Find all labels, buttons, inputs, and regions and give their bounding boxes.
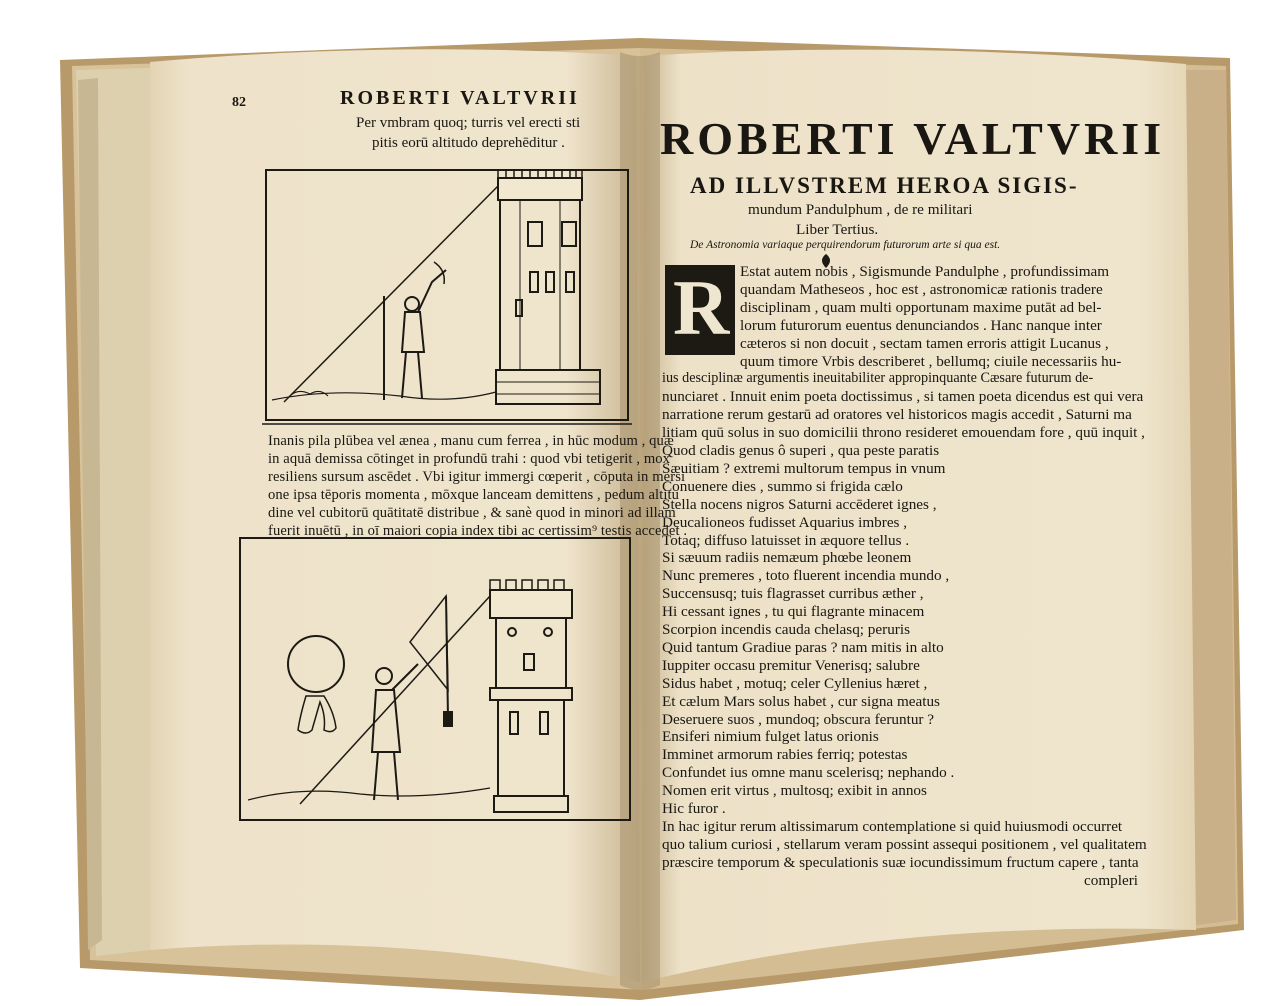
drop-cap-letter: R [673, 264, 730, 351]
right-text-line: Quod cladis genus ô superi , qua peste paratis [662, 442, 940, 459]
woodcut-caption-line: pitis eorū altitudo deprehēditur . [372, 135, 565, 151]
right-text-line: Succensusq; tuis flagrasset curribus æther , [662, 585, 924, 603]
right-text-line: quandam Matheseos , hoc est , astronomicæ rationis tradere [740, 280, 1103, 298]
right-text-line: Imminet armorum rabies ferriq; potestas [662, 746, 908, 764]
left-text-line: in aquā demissa cōtinget in profundū trahi : quod vbi tetigerit , mox [268, 451, 671, 467]
gutter [620, 52, 660, 990]
right-text-line: Estat autem nobis , Sigismunde Pandulphe , profundissimam [740, 263, 1110, 280]
chapter-subtitle: De Astronomia variaque perquirendorum futurorum arte si qua est. [690, 239, 1001, 251]
right-text-line: Totaq; diffuso latuisset in æquore tellus . [662, 531, 910, 549]
right-text-line: Hic furor . [662, 800, 726, 817]
right-text-line: Sidus habet , motuq; celer Cyllenius hæret , [662, 674, 928, 692]
right-text-line: Si sæuum radiis nemæum phœbe leonem [662, 549, 912, 567]
left-text-line: one ipsa tēporis momenta , mōxque lanceam demittens , pedum altitu [268, 487, 680, 503]
right-text-line: Quid tantum Gradiue paras ? nam mitis in alto [662, 638, 944, 656]
left-text-line: resiliens sursum ascēdet . Vbi igitur immergi cœperit , cōputa in mersi [268, 469, 686, 485]
right-text-line: ius desciplinæ argumentis ineuitabiliter appropinquante Cæsare futurum de- [662, 370, 1094, 387]
right-title: ROBERTI VALTVRII [660, 113, 1166, 164]
left-text-line: fuerit inuētū , in oī maiori copia index tibi ac certissim⁹ testis accedet . [268, 523, 688, 539]
right-text-line: litiam quū solus in suo domicilii throno resideret emouendam fore , quū inquit , [662, 424, 1145, 442]
right-text-line: disciplinam , quam multi opportunam maxime putāt ad bel- [740, 298, 1102, 316]
right-text-line: Deseruere suos , mundoq; obscura feruntur ? [662, 710, 935, 728]
right-text-line: Confundet ius omne manu scelerisq; nephando . [662, 764, 955, 782]
right-text-line: præscire temporum & speculationis suæ iocundissimum fructum capere , tanta [662, 853, 1139, 871]
right-text-line: Ensiferi nimium fulget latus orionis [662, 728, 879, 746]
right-text-line: compleri [1084, 871, 1138, 889]
drop-cap [665, 265, 735, 355]
right-title-line3: mundum Pandulphum , de re militari [748, 201, 973, 218]
right-text-line: Scorpion incendis cauda chelasq; peruris [662, 621, 910, 638]
right-text-line: Et cælum Mars solus habet , cur signa meatus [662, 692, 940, 710]
right-text-line: Iuppiter occasu premitur Venerisq; salubre [662, 656, 920, 674]
liber-heading: Liber Tertius. [796, 221, 879, 238]
woodcut-caption-line: Per vmbram quoq; turris vel erecti sti [356, 115, 581, 131]
page-number: 82 [232, 95, 246, 110]
right-text-line: lorum futurorum euentus denunciandos . Hanc nanque inter [740, 316, 1102, 334]
left-text-line: dine vel cubitorū quātitatē distribue , & sanè quod in minori ad illam [268, 505, 676, 521]
right-text-line: quum timore Vrbis describeret , bellumq; ciuile necessariis hu- [740, 352, 1122, 370]
right-text-line: In hac igitur rerum altissimarum contemplatione si quid huiusmodi occurret [662, 817, 1123, 835]
right-text-line: Hi cessant ignes , tu qui flagrante minacem [662, 603, 925, 621]
left-running-head: ROBERTI VALTVRII [340, 87, 580, 109]
right-text-line: Nomen erit virtus , multosq; exibit in annos [662, 782, 927, 800]
right-text-line: Nunc premeres , toto fluerent incendia mundo , [662, 567, 950, 585]
right-text-line: Deucalioneos fudisset Aquarius imbres , [662, 513, 908, 531]
right-title-line2: AD ILLVSTREM HEROA SIGIS- [690, 173, 1079, 198]
right-text-line: nunciaret . Innuit enim poeta doctissimus , si tamen poeta dicendus est qui vera [662, 388, 1144, 406]
right-text-line: Sæuitiam ? extremi multorum tempus in vnum [662, 459, 946, 477]
right-text-line: quo talium curiosi , stellarum veram possint assequi positionem , vel qualitatem [662, 835, 1147, 853]
right-text-line: narratione rerum gestarū ad oratores vel historicos magis accedit , Saturni ma [662, 406, 1132, 424]
left-text-line: Inanis pila plūbea vel ænea , manu cum ferrea , in hūc modum , quæ [268, 433, 674, 449]
right-text-line: Conuenere dies , summo si frigida cælo [662, 477, 903, 495]
right-text-line: cæteros si non docuit , sectam tamen erroris attigit Lucanus , [740, 334, 1109, 352]
right-text-line: Stella nocens nigros Saturni accēderet ignes , [662, 495, 937, 513]
